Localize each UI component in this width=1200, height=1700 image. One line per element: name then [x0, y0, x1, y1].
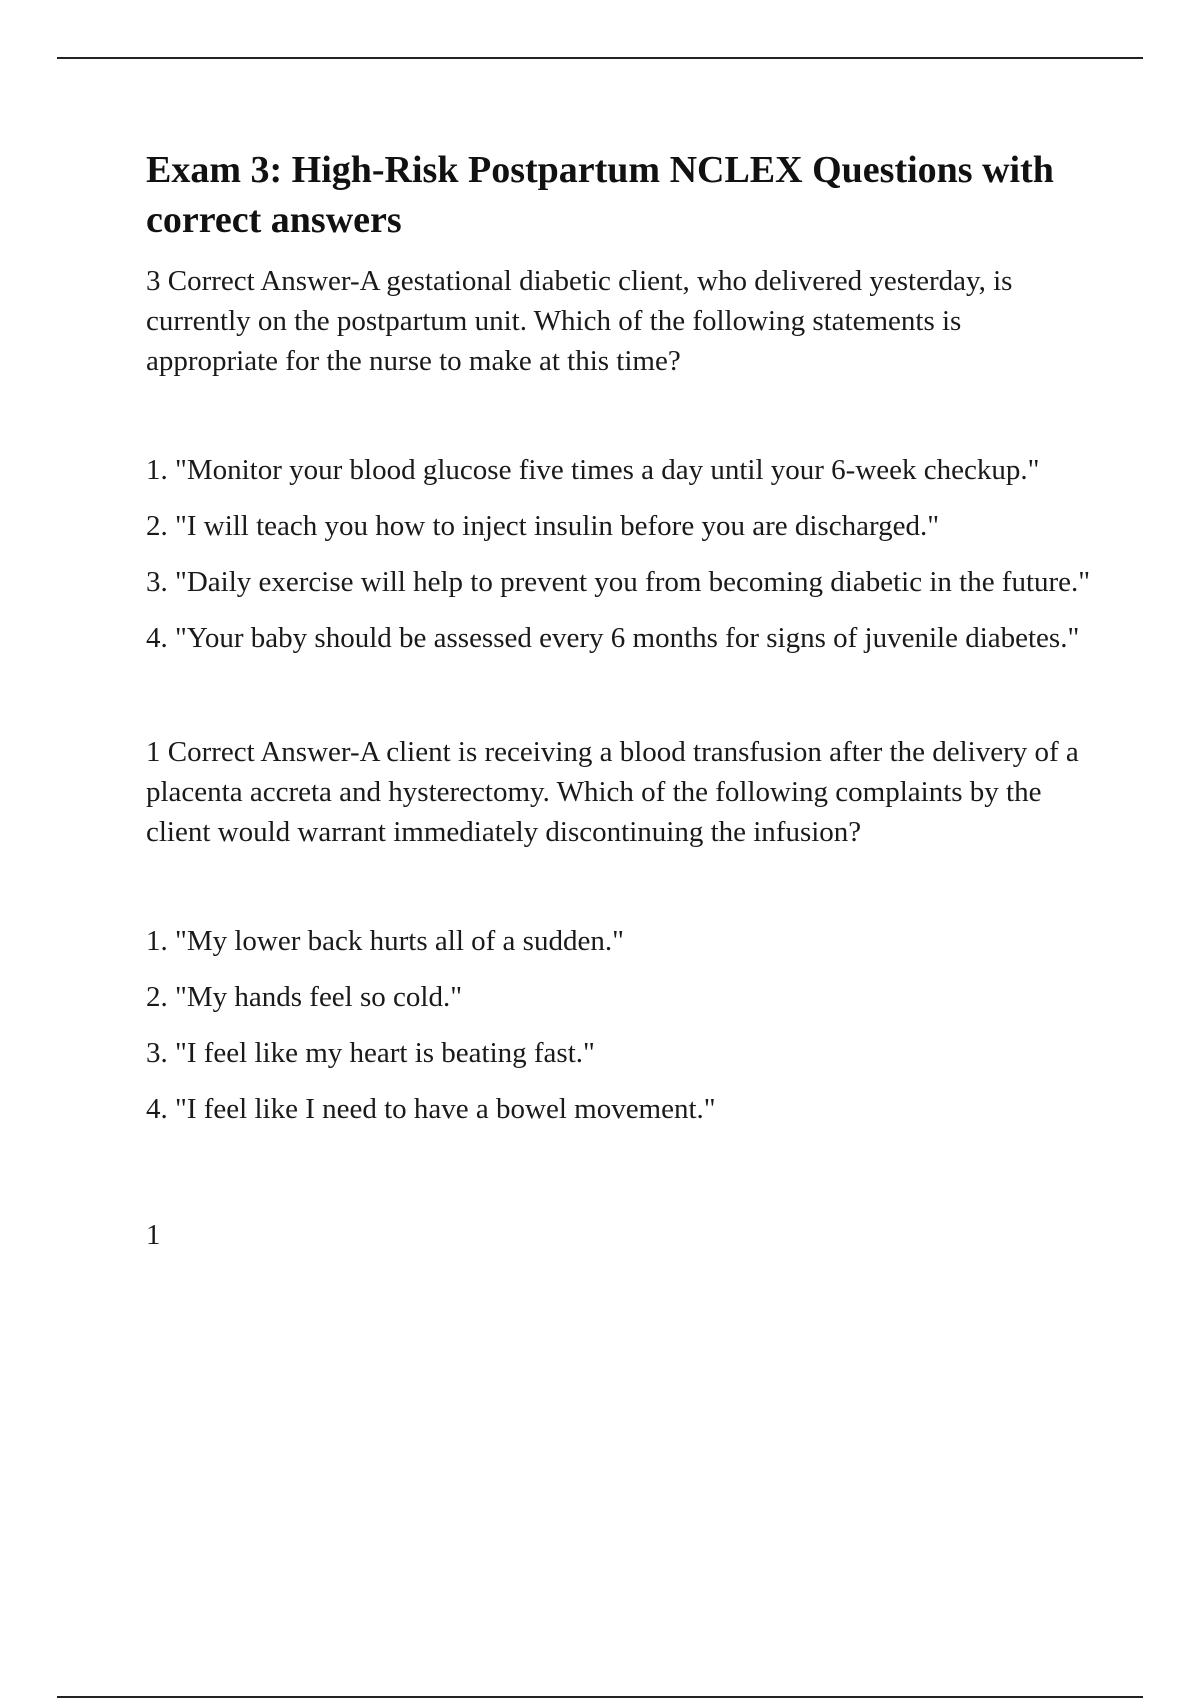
question-2-option-3: 3. "I feel like my heart is beating fast."	[146, 1037, 595, 1069]
question-2-option-2: 2. "My hands feel so cold."	[146, 981, 463, 1013]
question-1-option-1: 1. "Monitor your blood glucose five times a day until your 6-week checkup."	[146, 454, 1040, 486]
question-1-option-2: 2. "I will teach you how to inject insulin before you are discharged."	[146, 510, 940, 542]
question-1-stem: 3 Correct Answer-A gestational diabetic client, who delivered yesterday, is currently on the postpartum unit. Which of the following statements is appropriate for the nurse to make at this time?	[146, 265, 1013, 377]
question-2-stem: 1 Correct Answer-A client is receiving a blood transfusion after the delivery of a placenta accreta and hysterectomy. Which of the following complaints by the client would warrant immediately discontinuing the infusion?	[146, 736, 1079, 848]
question-2-options	[146, 922, 1096, 1129]
top-rule	[57, 57, 1143, 59]
question-2-option-4: 4. "I feel like I need to have a bowel movement."	[146, 1093, 716, 1125]
document-title: Exam 3: High-Risk Postpartum NCLEX Questions with correct answers	[146, 149, 1054, 241]
document-body	[146, 145, 1096, 1255]
question-1-option-4: 4. "Your baby should be assessed every 6 months for signs of juvenile diabetes."	[146, 622, 1080, 654]
question-1-options	[146, 451, 1096, 658]
question-1-option-3: 3. "Daily exercise will help to prevent you from becoming diabetic in the future."	[146, 566, 1091, 598]
question-2-option-1: 1. "My lower back hurts all of a sudden."	[146, 925, 624, 957]
trailing-number: 1	[146, 1219, 161, 1251]
bottom-rule	[57, 1696, 1143, 1698]
